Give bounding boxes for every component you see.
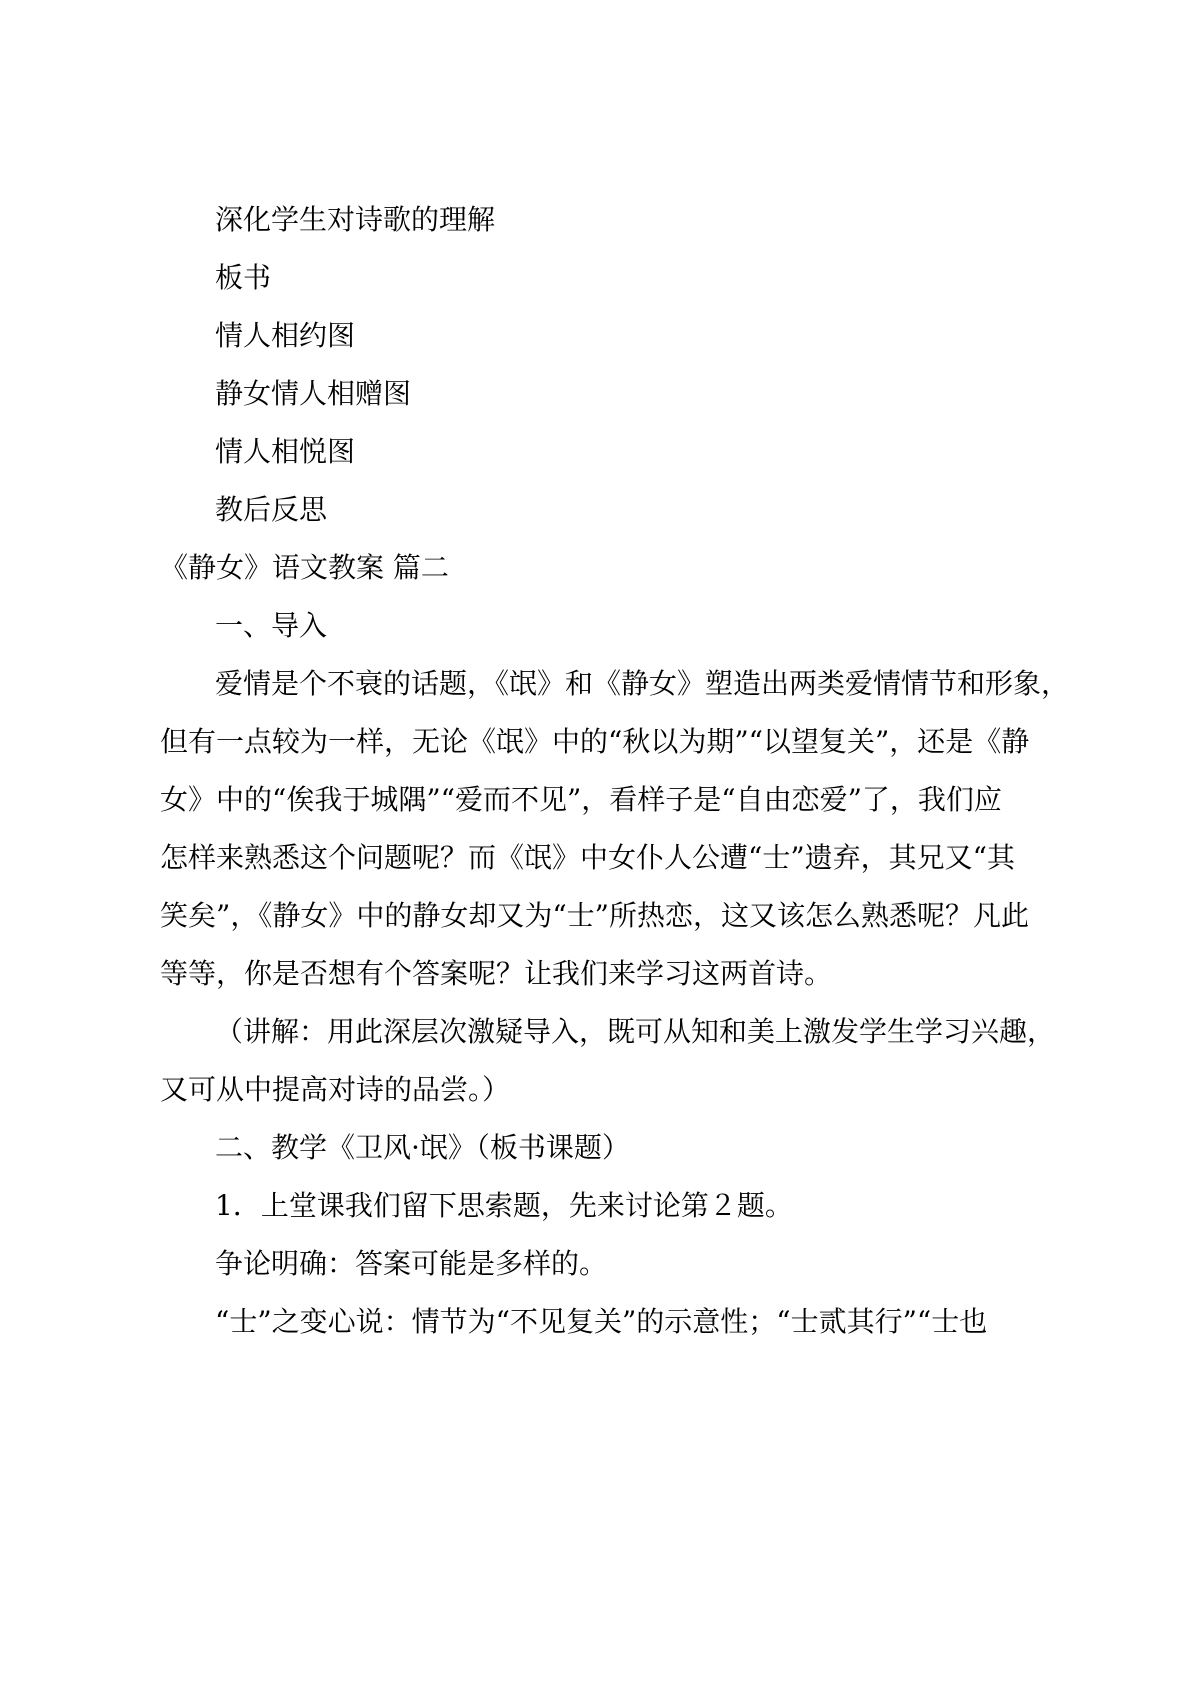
text-line-10: 但有一点较为一样，无论《氓》中的“秋以为期”“以望复关”，还是《静 — [160, 725, 1030, 758]
text-line-14: 等等，你是否想有个答案呢？让我们来学习这两首诗。 — [160, 957, 833, 990]
text-line-2: 板书 — [215, 261, 272, 294]
text-line-20: “士”之变心说：情节为“不见复关”的示意性；“士贰其行”“士也 — [215, 1305, 988, 1338]
text-line-15: （讲解：用此深层次激疑导入，既可从知和美上激发学生学习兴趣， — [215, 1015, 1056, 1048]
text-line-16: 又可从中提高对诗的品尝。） — [160, 1073, 511, 1106]
text-line-9: 爱情是个不衰的话题，《氓》和《静女》塑造出两类爱情情节和形象， — [215, 667, 1070, 700]
text-line-18: 1．上堂课我们留下思索题，先来讨论第２题。 — [215, 1189, 793, 1222]
text-line-19: 争论明确：答案可能是多样的。 — [215, 1247, 608, 1280]
text-line-3: 情人相约图 — [215, 319, 356, 352]
text-line-4: 静女情人相赠图 — [215, 377, 412, 410]
text-line-12: 怎样来熟悉这个问题呢？而《氓》中女仆人公遭“士”遗弃，其兄又“其 — [160, 841, 1015, 874]
text-line-11: 女》中的“俟我于城隅”“爱而不见”，看样子是“自由恋爱”了，我们应 — [160, 783, 1002, 816]
text-line-17: 二、教学《卫风·氓》（板书课题） — [215, 1131, 630, 1164]
text-line-8: 一、导入 — [215, 609, 328, 642]
text-line-5: 情人相悦图 — [215, 435, 356, 468]
text-line-13: 笑矣”，《静女》中的静女却又为“士”所热恋，这又该怎么熟悉呢？凡此 — [160, 899, 1029, 932]
section-heading: 《静女》语文教案 篇二 — [160, 551, 449, 584]
text-line-1: 深化学生对诗歌的理解 — [215, 203, 496, 236]
text-line-6: 教后反思 — [215, 493, 328, 526]
